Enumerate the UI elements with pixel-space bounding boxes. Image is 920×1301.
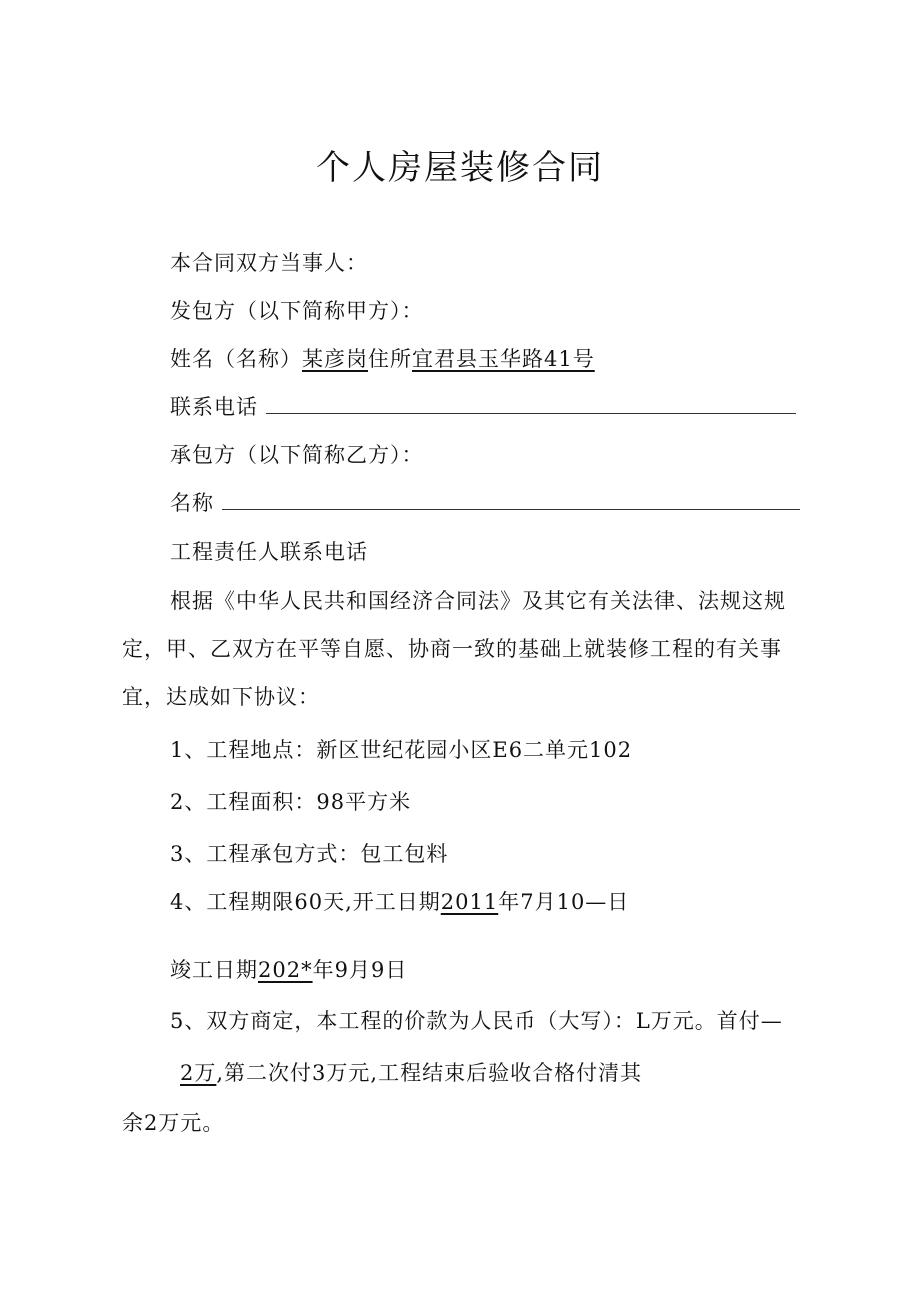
clause-5-line-1: 5、双方商定，本工程的价款为人民币（大写）：L万元。首付— [170,1009,783,1033]
clause-1: 1、工程地点：新区世纪花园小区E6二单元102 [170,738,633,762]
clause-4-end [170,955,407,985]
clause-4-end-suffix: 年9月9日 [312,958,408,982]
page-title: 个人房屋装修合同 [316,148,604,188]
party-a-phone-line [170,392,796,422]
party-a-address-label: 住所 [368,347,412,371]
party-a-heading: 发包方（以下简称甲方）： [170,299,424,323]
party-a-name-line [170,344,595,374]
party-a-name-label: 姓名（名称） [170,347,302,371]
clause-4-start [170,887,629,917]
party-b-name-label: 名称 [170,491,214,515]
clause-4-end-prefix: 竣工日期 [170,958,258,982]
preamble-line-3: 宜，达成如下协议： [122,685,320,709]
party-a-phone-blank [266,395,796,414]
clause-5-payment-text: ,第二次付3万元,工程结束后验收合格付清其 [216,1061,643,1085]
party-a-phone-label: 联系电话 [170,395,258,419]
party-a-address-value: 宜君县玉华路41号 [412,347,595,371]
party-b-heading: 承包方（以下简称乙方）： [170,443,424,467]
preamble-line-2: 定，甲、乙双方在平等自愿、协商一致的基础上就装修工程的有关事 [122,637,782,661]
clause-4-end-year: 202* [258,958,313,982]
clause-2: 2、工程面积：98平方米 [170,790,412,814]
clause-5-line-2 [180,1058,642,1088]
clause-4-prefix: 4、工程期限60天,开工日期 [170,890,441,914]
clause-5-line-3: 余2万元。 [122,1111,225,1135]
preamble-line-1: 根据《中华人民共和国经济合同法》及其它有关法律、法规这规 [170,589,786,613]
party-b-name-blank [222,491,800,510]
party-a-name-value: 某彦岗 [302,347,368,371]
party-b-name-line [170,488,800,518]
party-b-contact-line: 工程责任人联系电话 [170,540,368,564]
clause-4-suffix: 年7月10—日 [498,890,630,914]
intro-line: 本合同双方当事人： [170,251,368,275]
clause-5-first-payment: 2万 [180,1061,217,1085]
clause-3: 3、工程承包方式：包工包料 [170,842,449,866]
clause-4-start-year: 2011 [440,890,499,914]
